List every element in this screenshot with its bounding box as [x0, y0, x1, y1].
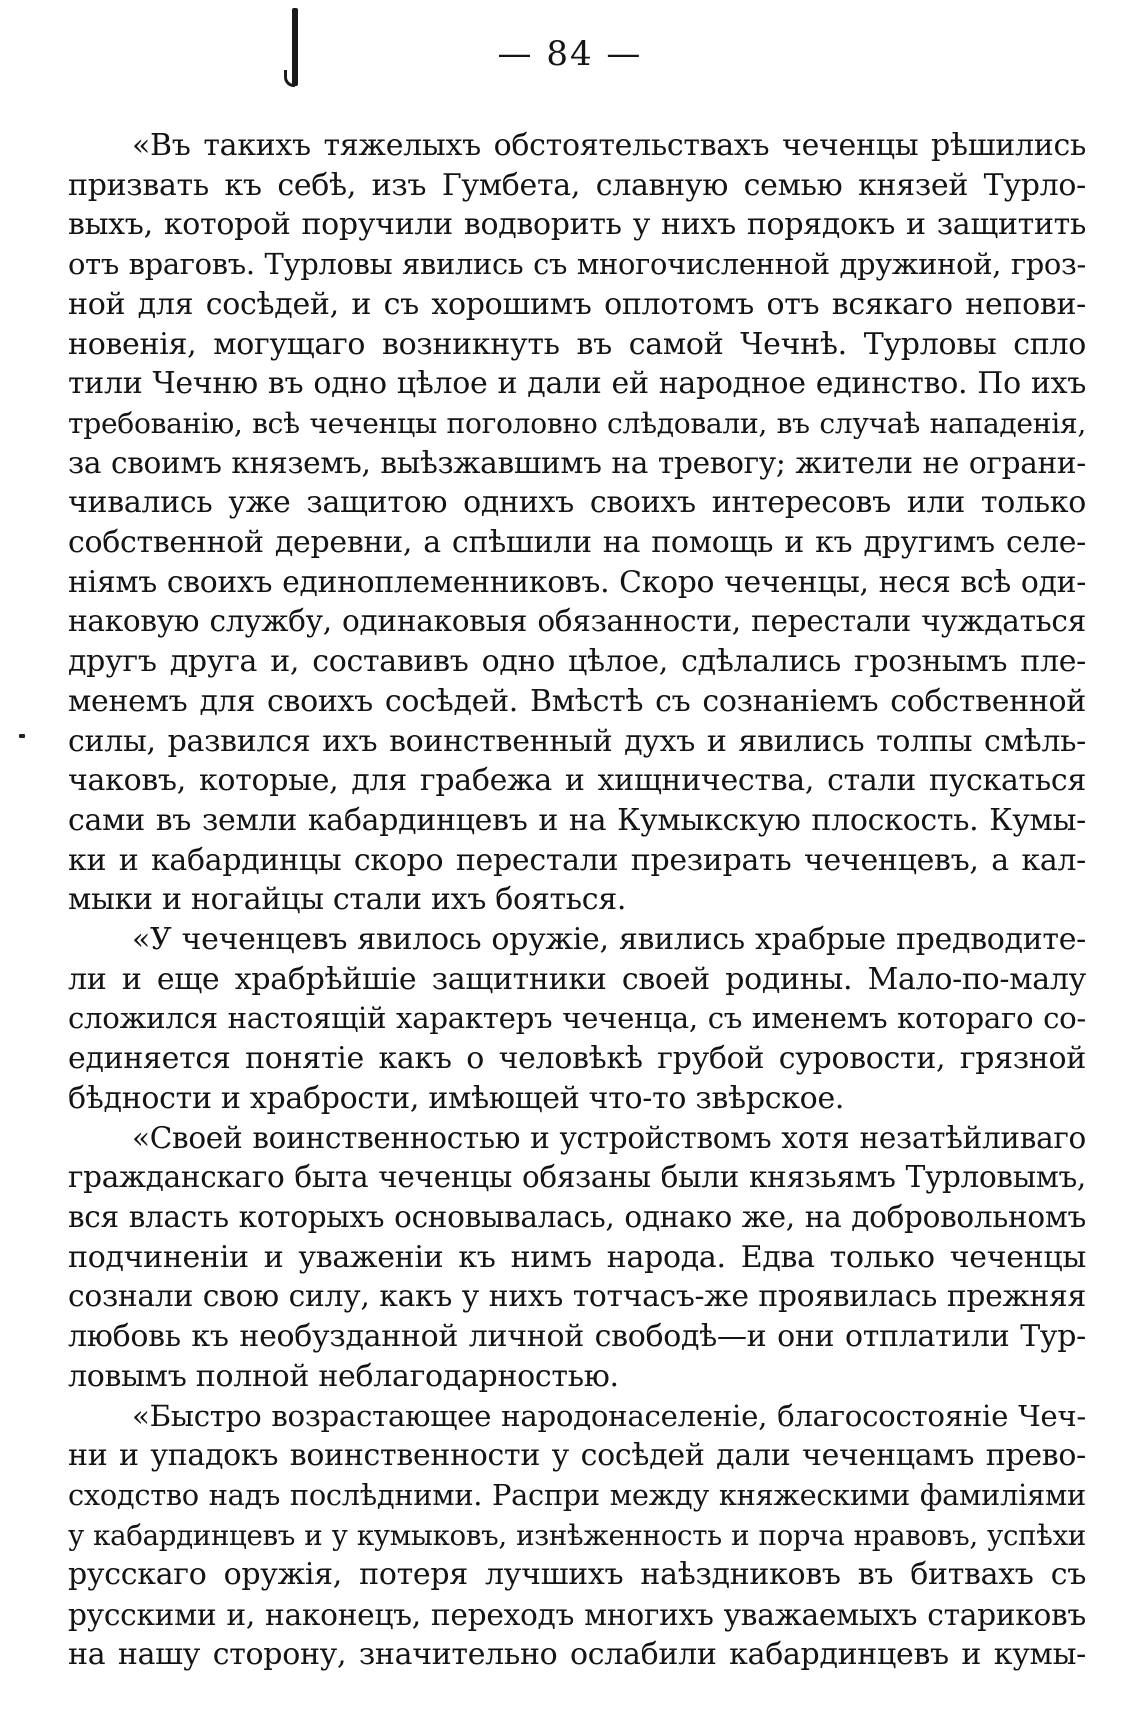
- text-line: «У чеченцевъ явилось оружіе, явились храбрые предводите-: [132, 922, 1086, 958]
- text-line: менемъ для своихъ сосѣдей. Вмѣстѣ съ сознаніемъ собственной: [68, 683, 1086, 719]
- text-line: любовь къ необузданной личной свободѣ—и они отплатили Тур-: [68, 1319, 1086, 1355]
- text-line: призвать къ себѣ, изъ Гумбета, славную семью князей Турло-: [68, 167, 1086, 203]
- text-line: сложился настоящій характеръ чеченца, съ именемъ котораго со-: [68, 1001, 1086, 1036]
- text-line: подчиненіи и уваженіи къ нимъ народа. Едва только чеченцы: [68, 1239, 1086, 1275]
- text-line: сходство надъ послѣдними. Распри между княжескими фамиліями: [68, 1477, 1086, 1512]
- text-line: собственной деревни, а спѣшили на помощь и къ другимъ селе-: [68, 525, 1086, 561]
- paragraph: [68, 920, 1086, 1119]
- text-line: тили Чечню въ одно цѣлое и дали ей народное единство. По ихъ: [68, 366, 1086, 402]
- text-line: мыки и ногайцы стали ихъ бояться.: [68, 882, 627, 918]
- text-line: русскими и, наконецъ, переходъ многихъ уважаемыхъ стариковъ: [68, 1597, 1086, 1633]
- text-line: вся власть которыхъ основывалась, однако же, на добровольномъ: [68, 1199, 1086, 1234]
- text-line: русскаго оружія, потеря лучшихъ наѣздниковъ въ битвахъ съ: [68, 1557, 1086, 1593]
- text-line: ни и упадокъ воинственности у сосѣдей дали чеченцамъ прево-: [68, 1438, 1086, 1474]
- text-line: ной для сосѣдей, и съ хорошимъ оплотомъ отъ всякаго непови-: [68, 286, 1086, 322]
- paragraph: [68, 1397, 1086, 1675]
- text-line: сознали свою силу, какъ у нихъ тотчасъ-же проявилась прежняя: [68, 1279, 1086, 1315]
- text-line: «Въ такихъ тяжелыхъ обстоятельствахъ чеченцы рѣшились: [132, 128, 1086, 163]
- text-line: другъ друга и, составивъ одно цѣлое, сдѣлались грознымъ пле-: [68, 644, 1086, 680]
- text-line: выхъ, которой поручили водворить у нихъ порядокъ и защитить: [68, 207, 1086, 243]
- text-line: новенія, могущаго возникнуть въ самой Чечнѣ. Турловы спло: [68, 326, 1086, 362]
- stray-ink-mark: [19, 734, 25, 738]
- text-line: требованію, всѣ чеченцы поголовно слѣдовали, въ случаѣ нападенія,: [68, 406, 1086, 440]
- text-line: ловымъ полной неблагодарностью.: [68, 1358, 619, 1394]
- text-line: «Быстро возрастающее народонаселеніе, благосостояніе Чеч-: [132, 1398, 1086, 1433]
- text-line: «Своей воинственностью и устройствомъ хотя незатѣйливаго: [132, 1120, 1086, 1155]
- text-line: чаковъ, которые, для грабежа и хищничества, стали пускаться: [68, 763, 1086, 799]
- text-line: отъ враговъ. Турловы явились съ многочисленной дружиной, гроз-: [68, 247, 1086, 282]
- text-line: единяется понятіе какъ о человѣкѣ грубой суровости, грязной: [68, 1041, 1086, 1077]
- paragraph: [68, 126, 1086, 920]
- text-line: ли и еще храбрѣйшіе защитники своей родины. Мало-по-малу: [68, 961, 1086, 997]
- text-line: у кабардинцевъ и у кумыковъ, изнѣженность и порча нравовъ, успѣхи: [68, 1518, 1086, 1552]
- text-line: бѣдности и храбрости, имѣющей что-то звѣрское.: [68, 1080, 845, 1116]
- text-line: на нашу сторону, значительно ослабили кабардинцевъ и кумы-: [68, 1636, 1086, 1672]
- text-line: гражданскаго быта чеченцы обязаны были князьямъ Турловымъ,: [68, 1160, 1086, 1195]
- text-line: силы, развился ихъ воинственный духъ и явились толпы смѣль-: [68, 723, 1086, 759]
- text-line: ніямъ своихъ единоплеменниковъ. Скоро чеченцы, неся всѣ оди-: [68, 564, 1086, 600]
- text-line: за своимъ княземъ, выѣзжавшимъ на тревогу; жители не ограни-: [68, 445, 1086, 480]
- body-text: [68, 126, 1086, 1674]
- page-number: — 84 —: [497, 34, 643, 74]
- text-line: сами въ земли кабардинцевъ и на Кумыкскую плоскость. Кумы-: [68, 802, 1086, 838]
- paragraph: [68, 1119, 1086, 1397]
- text-line: ки и кабардинцы скоро перестали презирать чеченцевъ, а кал-: [68, 842, 1086, 878]
- text-line: чивались уже защитою однихъ своихъ интересовъ или только: [68, 485, 1086, 521]
- text-line: наковую службу, одинаковыя обязанности, перестали чуждаться: [68, 604, 1086, 639]
